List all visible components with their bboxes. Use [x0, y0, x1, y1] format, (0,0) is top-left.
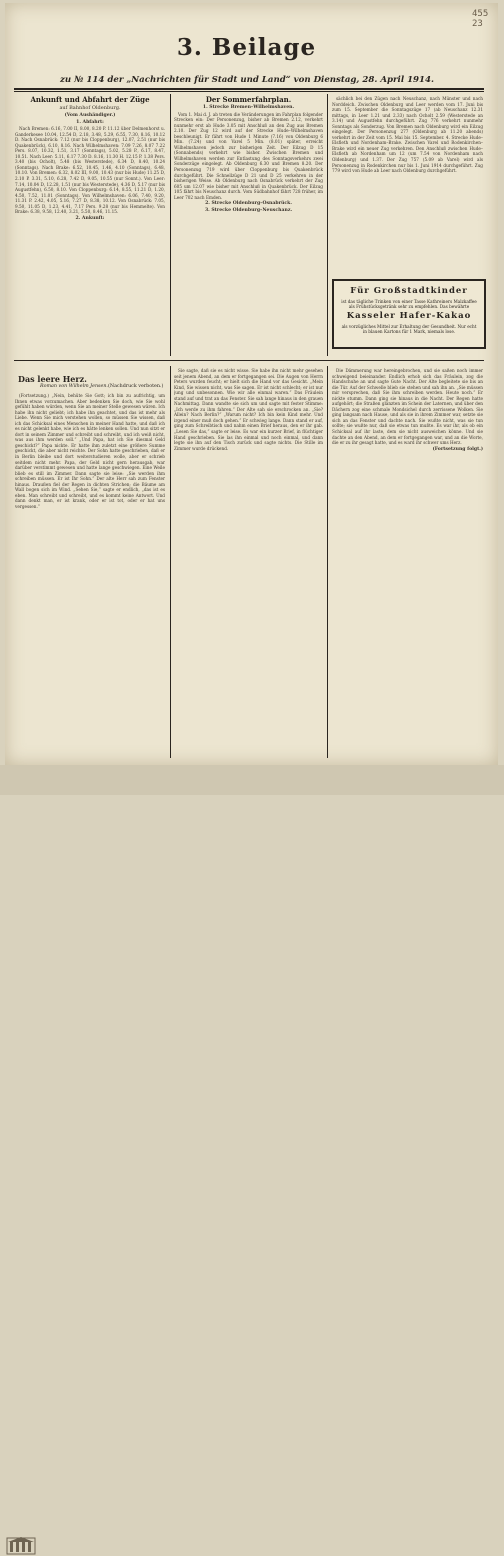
summer-schedule-continued-column	[332, 96, 483, 274]
train-schedule-text: Nach Bremen: 6.16, 7.00 II, 8.00, 8.20 P. 11.12 über Delmenhorst u. Ganderkesee 10.04, 12.54 D, 2.18, 3.48, 5.29, 6.55, 7.30, 8.16, 10.12 D. Nach Osnabrück: 7.12 (nur bis Cloppenburg), 12.07, 2.51 (nur bis Quakenbrück), 6.10, 8.16. Nach Wilhelmshaven: 7.09 7.26, 8.07 7.22 Pers. 8.07, 10.32, 1.51, 3.17 (Sonntags), 5.02, 5.28 P., 6.17, 8.47, 10.51. Nach Leer: 5.11, 6.17 7.30 D. 8.16, 11.30 H. 12.15 P. 1.38 Pers. 3.40 (bis Ocholt), 5.48 (bis Westerstede), 6.34 D, 8.40, 10.24 (Sonntags). Nach Brake: 6.52, 10.45, 1.46, 4.10 (Sonntags), 6.48, 10.10. Von Bremen: 6.32, 8.02 III, 9.00, 10.43 (nur bis Hude) 11.25 D, 2.10 P. 3.31, 5.10, 6.28, 7.42 D, 9.05, 10.55 (nur Sonnt.). Von Leer: 7.14, 10.04 D, 12.28, 1.51 (nur bis Westerstede), 4.36 D, 5.17 (nur bis Augustfehn), 6.50, 8.10. Von Cloppenburg: 6.14, 8.55, 11.21 D, 1.20, 4.50, 7.52, 11.01 (Sonntags). Von Wilhelmshaven: 6.06, 7.40, 9.20, 11.31 P. 2.42, 4.05, 5.16, 7.27 D, 8.38, 10.12. Von Osnabrück: 7.05, 9.50, 11.05 D, 1.23, 4.41, 7.17 Pers. 9.28 (nur bis Hemmelte). Von Brake: 6.38, 9.58, 12.40, 3.21, 5.50, 8.46, 11.15.	[15, 126, 165, 215]
summer-schedule-column	[174, 96, 323, 356]
summer-schedule-text: Vom 1. Mai d. J. ab treten die Veränderungen im Fahrplan folgender Strecken ein: Der Personenzug, bisher ab Bremen 2.12, verkehrt nunmehr erst ab Hude 3.05 mit Anschluß an den Zug aus Bremen 2.10. Der Zug 12 wird auf der Strecke Hude–Wilhelmshaven beschleunigt. Er fährt von Hude 1 Minute (7.16) von Oldenburg 6 Min. (7.24) und von Varel 5 Min. (8.01) später, erreicht Wilhelmshaven jedoch zur bisherigen Zeit. Der Eilzug D 15 (Sonnabends) verkehrt wie bisher. Zwischen Bremen und Wilhelmshaven werden zur Entlastung des Sonntagsverkehrs zwei Sonderzüge eingelegt. Ab Oldenburg 6.30 und Bremen 8.20. Der Personenzug 719 wird über Cloppenburg bis Quakenbrück durchgeführt. Die Schnellzüge D 21 und D 25 verkehren in der bisherigen Weise. Ab Oldenburg nach Osnabrück verkehrt der Zug 605 um 12.07 wie bisher mit Anschluß in Quakenbrück. Der Eilzug 105 fährt bis Neuschanz durch. Vom Südbahnhof fährt 728 früher, im Leer 702 nach Emden.	[174, 111, 323, 200]
page-title: 3. Beilage	[176, 34, 317, 61]
column-divider-4	[327, 366, 328, 758]
advertisement-title: Für Großstadtkinder	[350, 286, 468, 296]
summer-schedule-title: Der Sommerfahrplan.	[205, 96, 292, 104]
story-column-2-text: Sie sagte, daß sie es nicht wisse. Sie habe ihn nicht mehr gesehen seit jenem Abend, an dem er fortgegangen sei. Die Augen von Herrn Peters wurden feucht; er hielt sich die Hand vor das Gesicht. „Mein Kind, Sie wissen nicht, was Sie sagen. Er ist nicht schlecht; er ist nur jung und unbesonnen. Wie wir alle einmal waren.“ Das Fräulein stand auf und trat an das Fenster. Sie sah lange hinaus in den grauen Nachmittag. Dann wandte sie sich um und sagte mit fester Stimme: „Ich werde zu ihm fahren.“ Der Alte sah sie erschrocken an. „Sie? Allein? Nach Berlin?“ „Warum nicht? Ich bin kein Kind mehr. Und irgend einer muß doch gehen.“ Er schwieg lange. Dann stand er auf, ging zum Schreibtisch und nahm einen Brief heraus, den er ihr gab. „Lesen Sie das,“ sagte er leise. Es war ein kurzer Brief, in flüchtiger Hand geschrieben. Sie las ihn einmal und noch einmal, und dann legte sie ihn auf den Tisch zurück und sagte nichts. Die Stille im Zimmer wurde drückend.	[174, 368, 323, 451]
train-schedule-section-departure: 1. Abfahrt:	[76, 119, 104, 125]
advertisement-footer: als vorzügliches Mittel zur Erhaltung der Gesundheit. Nur echt in blauen Kartons für 1 Mark, niemals lose.	[341, 324, 477, 335]
page-stamp: 455 23	[472, 9, 489, 29]
train-schedule-note: (Vom Aushändiger.)	[64, 113, 116, 118]
train-schedule-subtitle: auf Bahnhof Oldenburg.	[59, 105, 121, 111]
train-schedule-title: Ankunft und Abfahrt der Züge	[30, 96, 150, 104]
story-author: Roman von Wilhelm Jensen.	[40, 384, 108, 389]
column-divider-1	[170, 94, 171, 356]
story-column-1-text: (Fortsetzung.) „Nein, behüte Sie Gott; ich bin zu aufrichtig, um Ihnen etwas vorzumachen. Aber bedenken Sie doch, wie Sie wohl gefühlt haben würden, wenn Sie an meiner Stelle gewesen wären. Ich habe ihn nicht geliebt; ich habe ihn geachtet, und das ist mehr als Liebe. Wenn Sie mich verstehen wollen, so müssen Sie wissen, daß ich das Schicksal eines Menschen in meiner Hand hatte, und daß ich es nicht gelenkt habe, wie ich es hätte lenken sollen. Und nun sitzt er dort in seinem Zimmer und schreibt und schreibt, und ich weiß nicht, was aus ihm werden soll.“ „Und Papa, hat ich Sie diesmal Geld geschickt?“ Papa nickte. Er hatte ihm zuletzt eine größere Summe geschickt, die aber nicht reichte. Der Sohn hatte geschrieben, daß er in Berlin bleibe und dort weiterstudieren wolle, aber er schrieb seitdem nicht mehr. Papa, der Geld nicht gern herausgab, war darüber verstimmt gewesen und hatte lange geschwiegen. Eine Weile blieb es still im Zimmer. Dann sagte sie leise: „Sie werden ihm schreiben müssen. Er ist Ihr Sohn.“ Der alte Herr sah zum Fenster hinaus. Draußen fiel der Regen in dichten Strichen; die Bäume am Wall bogen sich im Wind. „Sehen Sie,“ sagte er endlich, „das ist es eben. Man schreibt und schreibt, und es kommt keine Antwort. Und dann denkt man, er ist krank, oder er ist tot, oder er hat uns vergessen.“	[15, 393, 165, 509]
story-column-3-text: Die Dämmerung war hereingebrochen, und sie saßen noch immer schweigend beieinander. Endlich erhob sich das Fräulein, zog die Handschuhe an und sagte Gute Nacht. Der Alte begleitete sie bis an die Tür. Auf der Schwelle blieb sie stehen und sah ihn an. „Sie müssen mir versprechen, daß Sie ihm schreiben werden. Heute noch.“ Er nickte stumm. Dann ging sie hinaus in die Nacht. Der Regen hatte aufgehört; die Straßen glänzten im Schein der Laternen, und über den Dächern zog eine schmale Mondsichel durch zerrissene Wolken. Sie ging langsam nach Hause, und als sie in ihrem Zimmer war, setzte sie sich an das Fenster und dachte nach. Sie wußte nicht, was sie tun sollte; sie wußte nur, daß sie etwas tun mußte. Es war ihr, als ob ein Schicksal auf ihr laste, dem sie nicht ausweichen könne. Und sie dachte an den Abend, an dem er fortgegangen war, und an die Worte, die er zu ihr gesagt hatte, und es ward ihr schwer ums Herz.	[332, 368, 483, 446]
story-title: Das leere Herz.	[18, 374, 87, 384]
advertisement-brand: Kasseler Hafer-Kakao	[346, 311, 472, 321]
summer-schedule-section-3: 3. Strecke Oldenburg–Neuschanz.	[204, 207, 293, 213]
summer-schedule-section-2: 2. Strecke Oldenburg–Osnabrück.	[205, 201, 292, 207]
summer-schedule-right-text: sächlich bei den Zügen nach Neuschanz, nach Münster und nach Norddeich. Zwischen Oldenburg und Leer werden vom 17. Juni bis zum 15. September die Sonntagszüge 17 (ab Neuschanz 12.31 mittags, in Leer 1.21 und 2.33) nach Ocholt 2.59 (Westerstede an 3.14) und Augustfehn durchgeführt. Zug 776 verkehrt nunmehr Sonntags als Sonderzug. Von Bremen nach Oldenburg wird ein Eilzug eingelegt. Der Personenzug 277 (Oldenburg ab 11.20 abends) verkehrt in der Zeit vom 15. Mai bis 15. September. 4. Strecke Hude–Elsfleth und Nordenham–Brake. Zwischen Varel und Rodenkirchen–Brake wird ein neuer Zug verkehren. Den Anschluß zwischen Hude–Elsfleth ab Nordenham um 12 (um 7.54 von Nordenham nach Oldenburg) und 1.37. Der Zug 757 (5.09 ab Varel) wird als Personenzug in Rodenkirchen nur bis 1. Juni 1914 durchgeführt. Zug 779 wird von Hude ab Leer nach Oldenburg durchgeführt.	[332, 96, 483, 174]
scan-bottom-strip	[0, 765, 504, 795]
summer-schedule-section-1: 1. Strecke Bremen–Wilhelmshaven.	[202, 105, 295, 110]
advertisement-text: ist das tägliche Trinken von einer Tasse Kathreiners Malzkaffee als Frühstücksgetränk sehr zu empfehlen. Das bewährte	[341, 299, 477, 310]
story-note: (Nachdruck verboten.)	[108, 384, 164, 389]
page-subtitle: zu № 114 der „Nachrichten für Stadt und Land“ von Dienstag, 28. April 1914.	[59, 75, 434, 85]
column-divider-2	[327, 94, 328, 356]
advertisement-box	[332, 279, 486, 349]
library-logo-icon	[6, 1536, 36, 1556]
train-schedule-column	[15, 96, 165, 356]
header-rule-top	[14, 88, 484, 90]
story-column-1	[15, 393, 165, 758]
train-schedule-section-arrival: 2. Ankunft:	[75, 215, 105, 221]
story-column-3	[332, 368, 483, 748]
story-continuation: (Fortsetzung folgt.)	[432, 446, 483, 452]
story-column-2	[174, 368, 323, 758]
header-rule-bottom	[14, 91, 484, 92]
section-rule	[14, 360, 484, 361]
column-divider-3	[170, 366, 171, 758]
